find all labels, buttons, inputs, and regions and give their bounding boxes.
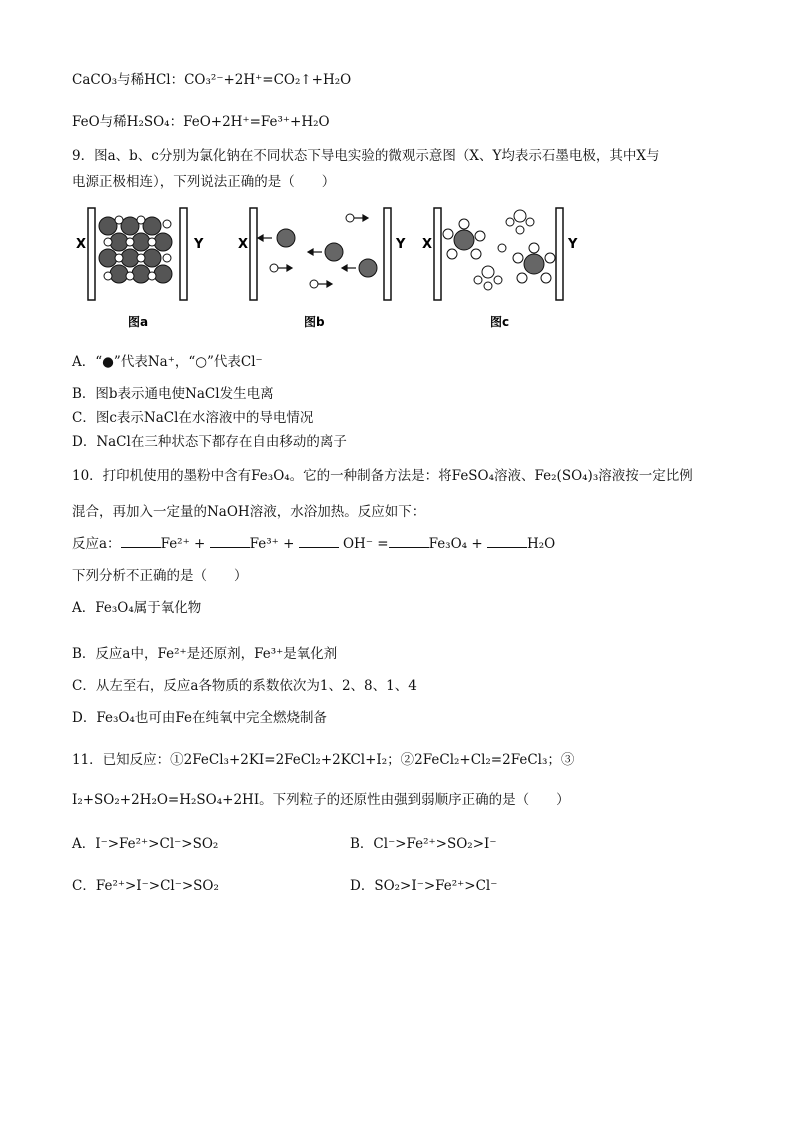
blank-2 <box>210 535 250 548</box>
q10-option-c: C．从左至右，反应a各物质的系数依次为1、2、8、1、4 <box>72 678 417 694</box>
hydrated-ions <box>443 210 555 290</box>
q9-option-c: C．图c表示NaCl在水溶液中的导电情况 <box>72 410 314 426</box>
q11-stem-line2: I₂+SO₂+2H₂O=H₂SO₄+2HI。下列粒子的还原性由强到弱顺序正确的是（ ） <box>72 792 570 808</box>
caption-a: 图a <box>128 315 149 329</box>
electrode-x-b-plate <box>250 208 257 300</box>
electrode-y-b: Y <box>396 237 406 252</box>
caption-b: 图b <box>304 315 325 329</box>
q10-option-a: A．Fe₃O₄属于氧化物 <box>72 600 202 616</box>
q10-option-d: D．Fe₃O₄也可由Fe在纯氧中完全燃烧制备 <box>72 710 327 726</box>
q11-option-a: A．I⁻>Fe²⁺>Cl⁻>SO₂ <box>72 836 219 852</box>
blank-5 <box>487 535 527 548</box>
electrode-y-a: Y <box>194 237 204 252</box>
q9-option-a: A．“●”代表Na⁺，“○”代表Cl⁻ <box>72 354 263 370</box>
blank-1 <box>121 535 161 548</box>
term-4: Fe₃O₄ + <box>428 536 483 552</box>
electrode-y-c: Y <box>568 237 578 252</box>
q11-option-b: B．Cl⁻>Fe²⁺>SO₂>I⁻ <box>350 836 497 852</box>
option-d-prev: FeO与稀H₂SO₄：FeO+2H⁺=Fe³⁺+H₂O <box>72 114 330 130</box>
blank-3 <box>299 535 339 548</box>
reaction-label: 反应a： <box>72 536 121 552</box>
q9-option-d: D．NaCl在三种状态下都存在自由移动的离子 <box>72 434 347 450</box>
term-2: Fe³⁺ + <box>249 536 295 552</box>
q11-option-d: D．SO₂>I⁻>Fe²⁺>Cl⁻ <box>350 878 498 894</box>
electrode-x-c-plate <box>434 208 441 300</box>
q10-stem-line2: 混合，再加入一定量的NaOH溶液，水浴加热。反应如下： <box>72 504 426 520</box>
q9-stem-line1: 9．图a、b、c分别为氯化钠在不同状态下导电实验的微观示意图（X、Y均表示石墨电极，其中X与 <box>72 148 660 164</box>
electrode-x-a: X <box>76 237 87 252</box>
free-ions-large <box>277 229 377 277</box>
q10-option-b: B．反应a中，Fe²⁺是还原剂，Fe³⁺是氧化剂 <box>72 646 338 662</box>
q9-stem-line2: 电源正极相连），下列说法正确的是（ ） <box>72 174 336 190</box>
electrode-x-a-plate <box>88 208 95 300</box>
q10-stem-line1: 10．打印机使用的墨粉中含有Fe₃O₄。它的一种制备方法是：将FeSO₄溶液、Fe₂(SO₄)₃溶液按一定比例 <box>72 468 693 484</box>
blank-4 <box>389 535 429 548</box>
ion-arrows <box>258 215 368 287</box>
q9-option-b: B．图b表示通电使NaCl发生电离 <box>72 386 274 402</box>
term-5: H₂O <box>526 536 556 552</box>
electrode-y-a-plate <box>180 208 187 300</box>
electrode-y-c-plate <box>556 208 563 300</box>
q11-option-c: C．Fe²⁺>I⁻>Cl⁻>SO₂ <box>72 878 219 894</box>
electrode-x-b: X <box>238 237 249 252</box>
q10-reaction <box>72 534 555 554</box>
term-3: OH⁻ = <box>342 536 389 552</box>
q11-stem-line1: 11．已知反应：①2FeCl₃+2KI=2FeCl₂+2KCl+I₂；②2FeCl₂+Cl₂=2FeCl₃；③ <box>72 752 575 768</box>
option-c-prev: CaCO₃与稀HCl：CO₃²⁻+2H⁺=CO₂↑+H₂O <box>72 72 352 88</box>
electrode-y-b-plate <box>384 208 391 300</box>
q9-figure <box>72 198 582 336</box>
q10-ask: 下列分析不正确的是（ ） <box>72 568 248 584</box>
caption-c: 图c <box>490 315 510 329</box>
term-1: Fe²⁺ + <box>160 536 206 552</box>
electrode-x-c: X <box>422 237 433 252</box>
